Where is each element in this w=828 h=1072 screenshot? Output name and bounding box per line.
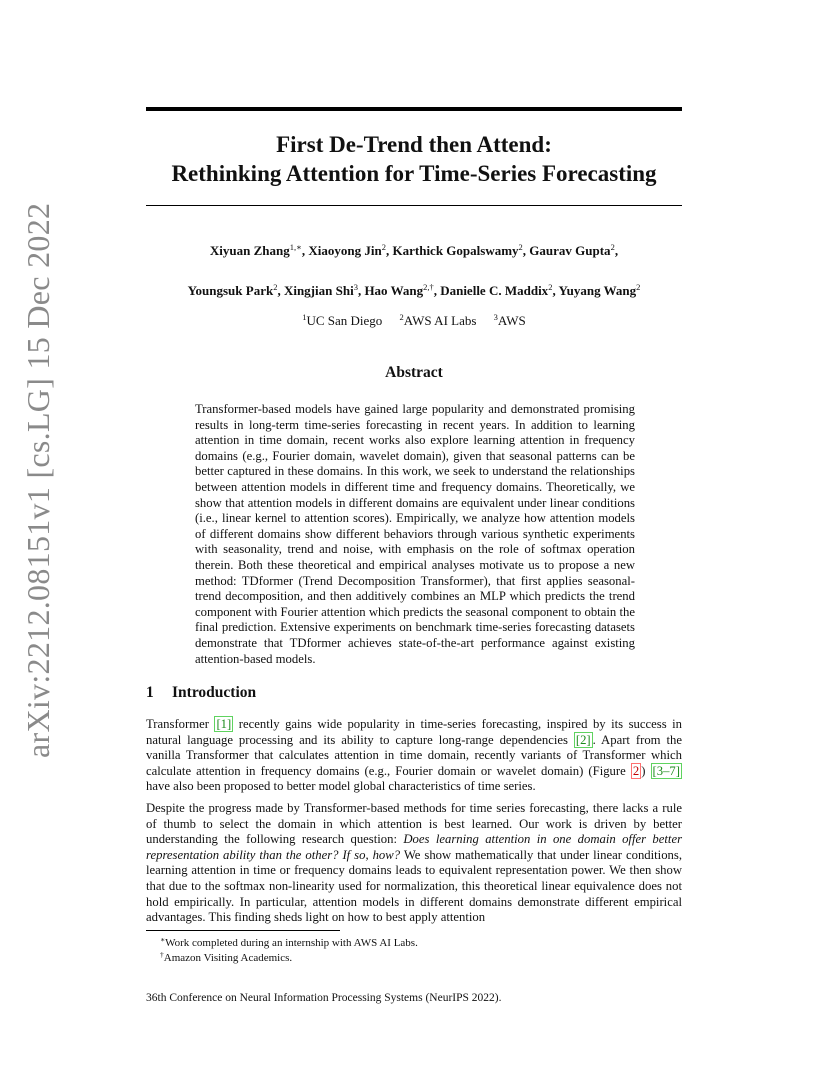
abstract-body: Transformer-based models have gained large popularity and demonstrated promising results in long-term time-series forecasting in recent years. In addition to learning attention in time domain, recent works also explore learning attention in frequency domains (e.g., Fourier domain, wavelet domain), given that seasonal patterns can be better captured in these domains. In this work, we seek to understand the relationships between attention models in different time and frequency domains. Theoretically, we show that attention models in different domains are equivalent under linear conditions (i.e., linear kernel to attention scores). Empirically, we analyze how attention models of different domains show different behaviors through various synthetic experiments with seasonality, trend and noise, with emphasis on the role of softmax operation therein. Both these theoretical and empirical analyses motivate us to propose a new method: TDformer (Trend Decomposition Transformer), that first applies seasonal-trend decomposition, and then additively combines an MLP which predicts the trend component with Fourier attention which predicts the seasonal component to obtain the final prediction. Extensive experiments on benchmark time-series forecasting datasets demonstrate that TDformer achieves state-of-the-art performance against existing attention-based models. bbox=[195, 402, 635, 666]
paper-title bbox=[146, 130, 682, 188]
section-number: 1 bbox=[146, 684, 154, 701]
author-line-2: Youngsuk Park$^2$, Xingjian Shi$^3$, Hao Wang$^{2,\dagger}$, Danielle C. Maddix$^2$, Yuyang Wang$^2$ bbox=[187, 282, 641, 298]
author-affil-mark: 2 bbox=[636, 282, 641, 292]
citation-link[interactable]: [1] bbox=[216, 717, 232, 731]
title-line-2: Rethinking Attention for Time-Series Forecasting bbox=[171, 161, 657, 186]
affiliation bbox=[400, 313, 477, 328]
footnote bbox=[160, 950, 292, 964]
research-question: Does learning attention in one domain offer better representation ability than the other? If so, how? bbox=[146, 832, 683, 862]
section-title: Introduction bbox=[172, 684, 257, 701]
author-name: Xiaoyong Jin bbox=[308, 243, 382, 258]
text-run: recently gains wide popularity in time-series forecasting, inspired by its success in natural language processing and its ability to capture long-range dependencies bbox=[146, 717, 682, 747]
intro-paragraph-2 bbox=[146, 801, 682, 926]
text-run: Despite the progress made by Transformer-based methods for time series forecasting, there lacks a rule of thumb to select the domain in which attention is best learned. Our work is driven by better understanding the following research question: bbox=[146, 801, 682, 847]
arxiv-stamp: arXiv:2212.08151v1 [cs.LG] 15 Dec 2022 bbox=[20, 202, 56, 758]
footnote-text: Work completed during an internship with AWS AI Labs. bbox=[165, 937, 418, 949]
title-line-1: First De-Trend then Attend: bbox=[276, 132, 552, 157]
author-affil-mark: 2 bbox=[610, 242, 615, 252]
author-name: Danielle C. Maddix bbox=[440, 283, 549, 298]
affiliations bbox=[146, 312, 682, 329]
author-name: Youngsuk Park bbox=[187, 283, 274, 298]
affiliation bbox=[494, 313, 526, 328]
title-top-rule bbox=[146, 107, 682, 111]
text-run: ) bbox=[641, 763, 651, 778]
intro-paragraph-1 bbox=[146, 717, 682, 795]
footnote-mark: † bbox=[160, 950, 164, 959]
author-affil-mark: 2 bbox=[548, 282, 553, 292]
text-run: We show mathematically that under linear conditions, learning attention in time or frequency domains leads to equivalent representation power. We then show that due to the softmax non-linearity used for normalization, this theoretical linear equivalence does not hold empirically. In particular, attention models in different domains demonstrate different empirical advantages. This finding sheds light on how to best apply attention bbox=[146, 847, 683, 925]
citation-link[interactable]: [3–7] bbox=[652, 763, 680, 778]
footnote-rule bbox=[146, 930, 340, 931]
section-heading bbox=[146, 684, 256, 702]
author-name: Xiyuan Zhang bbox=[209, 243, 290, 258]
affiliation-name: AWS AI Labs bbox=[403, 313, 477, 328]
author-name: Xingjian Shi bbox=[283, 283, 354, 298]
affiliation bbox=[302, 313, 382, 328]
abstract-heading: Abstract bbox=[385, 364, 443, 381]
affiliation-name: UC San Diego bbox=[306, 313, 383, 328]
author-name: Hao Wang bbox=[364, 283, 424, 298]
affiliation-name: AWS bbox=[497, 313, 526, 328]
author-name: Yuyang Wang bbox=[558, 283, 637, 298]
footnote-mark: ∗ bbox=[160, 935, 166, 944]
title-bottom-rule bbox=[146, 205, 682, 206]
citation-link[interactable]: [2] bbox=[575, 732, 591, 747]
footnote-text: Amazon Visiting Academics. bbox=[163, 952, 293, 964]
author-affil-mark: 3 bbox=[353, 282, 358, 292]
author-affil-mark: 2 bbox=[273, 282, 278, 292]
text-run: . Apart from the vanilla Transformer that calculates attention in time domain, recently variants of Transformer which calculate attention in frequency domains (e.g., Fourier domain or wavelet domain) (Figure bbox=[146, 732, 682, 778]
author-name: Gaurav Gupta bbox=[529, 243, 611, 258]
venue-line: 36th Conference on Neural Information Processing Systems (NeurIPS 2022). bbox=[146, 992, 502, 1004]
affiliation-mark: 2 bbox=[399, 312, 404, 322]
author-name: Karthick Gopalswamy bbox=[392, 243, 519, 258]
affiliation-mark: 3 bbox=[493, 312, 498, 322]
author-affil-mark: 1,∗ bbox=[289, 242, 302, 252]
author-line-1: Xiyuan Zhang$^{1,∗}$, Xiaoyong Jin$^2$, Karthick Gopalswamy$^2$, Gaurav Gupta$^2$, bbox=[209, 242, 619, 258]
footnote bbox=[160, 935, 418, 949]
author-affil-mark: 2 bbox=[381, 242, 386, 252]
author-affil-mark: 2 bbox=[518, 242, 523, 252]
affiliation-mark: 1 bbox=[302, 312, 307, 322]
text-run: have also been proposed to better model global characteristics of time series. bbox=[146, 779, 536, 794]
author-affil-mark: 2,† bbox=[423, 282, 434, 292]
text-run: Transformer bbox=[146, 717, 215, 731]
figure-reference-link[interactable]: 2 bbox=[632, 763, 640, 778]
